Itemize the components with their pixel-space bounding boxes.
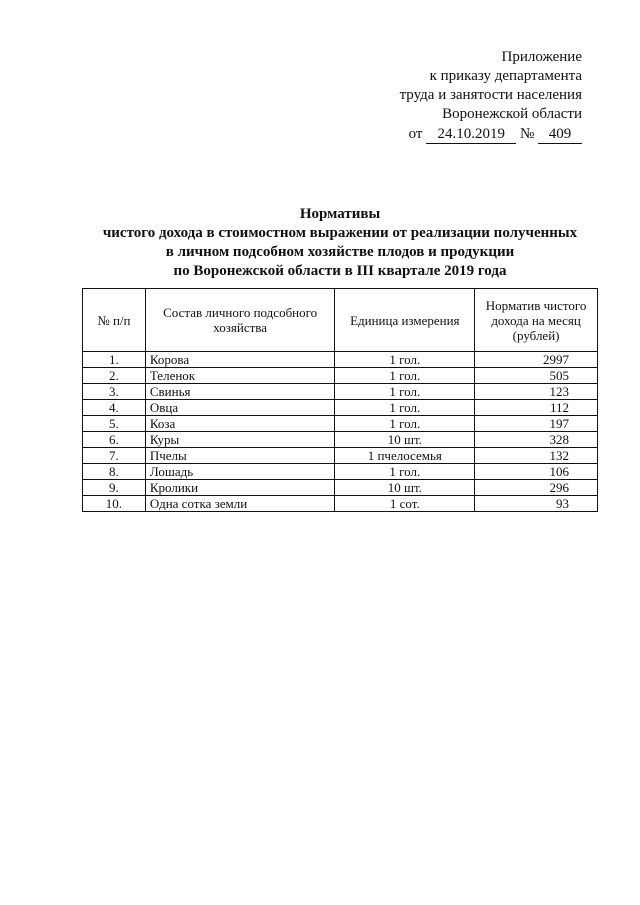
row-num: 9. [83,480,146,496]
title-line-4: по Воронежской области в III квартале 2019 года [173,263,507,279]
row-name: Коза [145,416,335,432]
row-unit: 1 гол. [335,352,475,368]
table-body [83,352,598,512]
appendix-line-3: труда и занятости населения [399,87,582,103]
row-value: 296 [475,480,598,496]
row-num: 6. [83,432,146,448]
table-row [83,432,598,448]
appendix-line-1: Приложение [501,49,582,65]
row-unit: 1 гол. [335,416,475,432]
table-row [83,480,598,496]
row-unit: 1 гол. [335,384,475,400]
header-unit: Единица измерения [335,289,475,352]
table-row [83,368,598,384]
row-num: 1. [83,352,146,368]
document-title [60,205,620,281]
table-row [83,400,598,416]
row-name: Куры [145,432,335,448]
header-name: Состав личного подсобного хозяйства [145,289,335,352]
row-name: Свинья [145,384,335,400]
table-row [83,448,598,464]
row-num: 5. [83,416,146,432]
row-value: 2997 [475,352,598,368]
row-unit: 10 шт. [335,480,475,496]
table-row [83,464,598,480]
order-line [400,125,582,144]
row-num: 4. [83,400,146,416]
row-value: 93 [475,496,598,512]
title-line-3: в личном подсобном хозяйстве плодов и продукции [165,244,515,260]
appendix-line-4: Воронежской области [442,106,582,122]
row-unit: 1 гол. [335,400,475,416]
row-value: 112 [475,400,598,416]
row-name: Корова [145,352,335,368]
table-header-row [83,289,598,352]
order-number-label: № [519,126,535,142]
row-name: Кролики [145,480,335,496]
row-unit: 1 пчелосемья [335,448,475,464]
row-name: Пчелы [145,448,335,464]
row-unit: 10 шт. [335,432,475,448]
row-name: Теленок [145,368,335,384]
title-line-1: Нормативы [299,206,381,222]
title-line-2: чистого дохода в стоимостном выражении от реализации полученных [102,225,578,241]
row-num: 7. [83,448,146,464]
row-value: 123 [475,384,598,400]
appendix-line-2: к приказу департамента [429,68,582,84]
row-num: 10. [83,496,146,512]
row-unit: 1 гол. [335,368,475,384]
table-row [83,352,598,368]
row-num: 8. [83,464,146,480]
row-unit: 1 сот. [335,496,475,512]
row-value: 106 [475,464,598,480]
row-value: 328 [475,432,598,448]
row-name: Овца [145,400,335,416]
table-row [83,416,598,432]
order-from-label: от [408,126,423,142]
row-name: Лошадь [145,464,335,480]
row-value: 505 [475,368,598,384]
order-date: 24.10.2019 [426,126,516,144]
norms-table [82,288,598,512]
order-number: 409 [538,126,582,144]
row-value: 132 [475,448,598,464]
header-norm: Норматив чистого дохода на месяц (рублей) [475,289,598,352]
row-num: 3. [83,384,146,400]
row-unit: 1 гол. [335,464,475,480]
row-value: 197 [475,416,598,432]
row-name: Одна сотка земли [145,496,335,512]
appendix-block [400,48,582,144]
table-row [83,496,598,512]
table-row [83,384,598,400]
header-num: № п/п [83,289,146,352]
row-num: 2. [83,368,146,384]
